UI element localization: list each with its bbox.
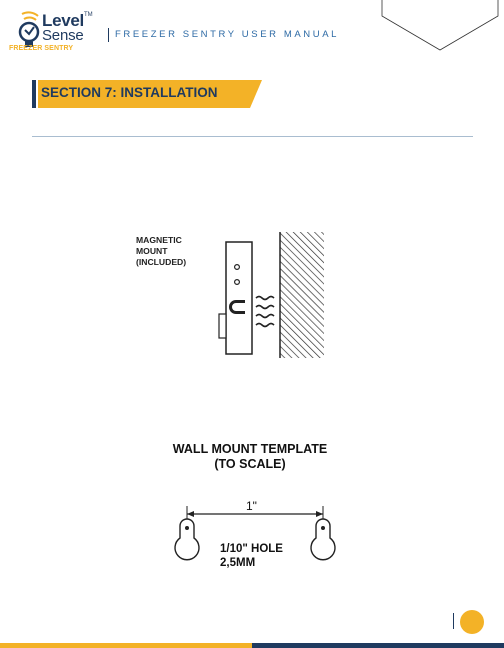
brand-product-name: FREEZER SENTRY xyxy=(9,45,74,52)
keyhole-left-icon xyxy=(175,519,199,560)
page-number-badge xyxy=(460,610,484,634)
keyhole-right-icon xyxy=(311,519,335,560)
template-title xyxy=(150,442,350,472)
brand-trademark: TM xyxy=(84,12,93,18)
hole-label-line: 1/10" HOLE xyxy=(220,543,283,555)
section-title: SECTION 7: INSTALLATION xyxy=(41,85,218,100)
sensor-device xyxy=(226,242,252,354)
footer-divider xyxy=(453,613,454,629)
header-title: FREEZER SENTRY USER MANUAL xyxy=(115,29,340,40)
template-title-line: (TO SCALE) xyxy=(214,457,286,471)
header-divider xyxy=(108,28,109,42)
template-title-line: WALL MOUNT TEMPLATE xyxy=(172,442,328,456)
hole-label-line: 2,5MM xyxy=(220,557,256,569)
brand-name-level: Level xyxy=(42,11,84,30)
section-divider xyxy=(32,136,473,137)
hole-size-label xyxy=(220,542,283,570)
magnetic-mount-diagram xyxy=(120,222,340,370)
wall-hatch xyxy=(280,232,324,358)
footer-bar-navy xyxy=(252,643,504,648)
footer-bar-yellow xyxy=(0,643,252,648)
mount-label-line: MOUNT xyxy=(136,246,168,256)
mount-label-line: MAGNETIC xyxy=(136,235,182,245)
mount-label-line: (INCLUDED) xyxy=(136,257,187,267)
hexagon-decoration-icon xyxy=(376,0,504,52)
dimension-label: 1" xyxy=(246,499,257,513)
brand-name-sense: Sense xyxy=(42,27,84,44)
